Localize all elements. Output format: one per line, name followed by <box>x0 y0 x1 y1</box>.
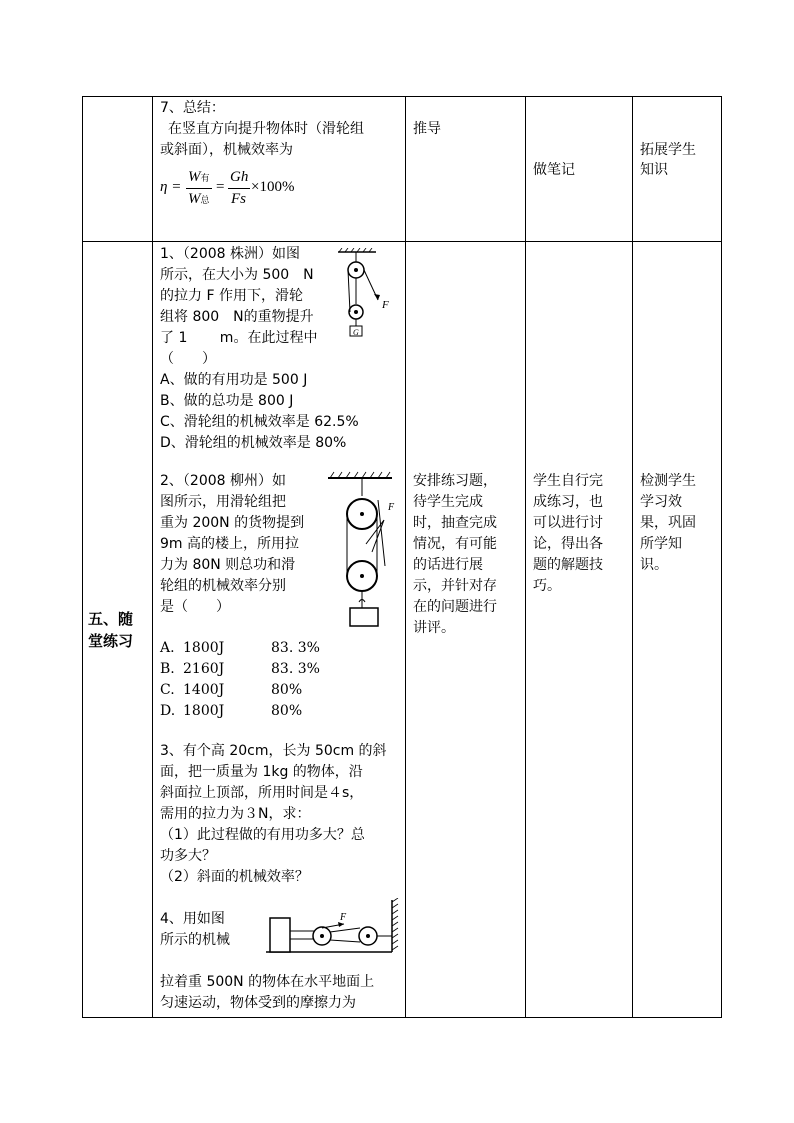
student-activity-2: 成练习，也 <box>533 494 603 510</box>
q1-option: B、做的总功是 800 J <box>160 393 294 409</box>
q3-line: 面，把一质量为 1kg 的物体，沿 <box>160 764 363 780</box>
teacher-activity-2: 情况，有可能 <box>413 536 497 552</box>
student-activity-2: 论，得出各 <box>533 536 603 552</box>
section-title: 堂练习 <box>88 632 134 650</box>
teacher-activity-2: 安排练习题， <box>413 473 497 489</box>
formula-sub-useful: 有 <box>200 173 210 183</box>
q2-line: 是（ ） <box>160 599 230 615</box>
design-intent-1: 知识 <box>640 162 668 178</box>
q1-option: A、做的有用功是 500 J <box>160 372 308 388</box>
student-activity-1: 做笔记 <box>533 162 575 178</box>
design-intent-2: 果，巩固 <box>640 515 696 531</box>
q1-line: （ ） <box>160 351 216 367</box>
formula-denominator-1: W <box>188 191 201 207</box>
summary-title: 7、总结： <box>160 100 225 116</box>
formula-lhs: η = <box>160 179 182 195</box>
table-border-right <box>721 96 722 1018</box>
teacher-activity-2: 的话进行展 <box>413 557 483 573</box>
q2-pulley-figure <box>322 470 396 630</box>
q1-line: 了 1 m。在此过程中 <box>160 330 318 346</box>
summary-line: 或斜面），机械效率为 <box>160 142 293 158</box>
teacher-activity-2: 讲评。 <box>413 620 455 636</box>
design-intent-2: 学习效 <box>640 494 682 510</box>
summary-line: 在竖直方向提升物体时（滑轮组 <box>168 121 364 137</box>
q1-line: 组将 800 N的重物提升 <box>160 309 314 325</box>
table-col-divider-4 <box>632 96 633 1018</box>
teacher-activity-1: 推导 <box>413 121 441 137</box>
q1-line: 的拉力 F 作用下，滑轮 <box>160 288 303 304</box>
teacher-activity-2: 在的问题进行 <box>413 599 497 615</box>
q1-option: D、滑轮组的机械效率是 80% <box>160 435 347 451</box>
teacher-activity-2: 示，并针对存 <box>413 578 497 594</box>
design-intent-2: 识。 <box>640 557 668 573</box>
student-activity-2: 题的解题技 <box>533 557 603 573</box>
table-border-left <box>82 96 83 1018</box>
q1-pulley-figure <box>334 248 396 340</box>
formula-numerator-1: W <box>188 169 201 185</box>
fig-force-label: F <box>340 912 347 923</box>
table-border-top <box>82 96 722 97</box>
q3-line: 需用的拉力为３N，求： <box>160 806 311 822</box>
formula-numerator-2: Gh <box>230 169 249 185</box>
q1-option: C、滑轮组的机械效率是 62.5% <box>160 414 359 430</box>
design-intent-2: 所学知 <box>640 536 682 552</box>
q2-line: 9m 高的楼上，所用拉 <box>160 536 299 552</box>
q2-line: 图所示，用滑轮组把 <box>160 494 286 510</box>
q2-line: 轮组的机械效率分别 <box>160 578 286 594</box>
formula-tail: ×100% <box>251 179 295 195</box>
q4-line: 所示的机械 <box>160 932 230 948</box>
teacher-activity-2: 待学生完成 <box>413 494 483 510</box>
section-title: 五、随 <box>88 610 134 628</box>
q3-line: 功多大？ <box>160 848 216 864</box>
q4-line: 匀速运动，物体受到的摩擦力为 <box>160 995 356 1011</box>
formula-equals: = <box>216 179 225 195</box>
q3-line: 斜面拉上顶部，所用时间是４s， <box>160 785 364 801</box>
table-col-divider-2 <box>405 96 406 1018</box>
q3-line: （2）斜面的机械效率？ <box>160 869 309 885</box>
table-row-divider <box>82 241 722 242</box>
fig-weight-label: G <box>353 328 359 337</box>
student-activity-2: 巧。 <box>533 578 561 594</box>
table-border-bottom <box>82 1017 722 1018</box>
formula-denominator-2: Fs <box>231 191 246 207</box>
design-intent-1: 拓展学生 <box>640 142 696 158</box>
student-activity-2: 学生自行完 <box>533 473 603 489</box>
q2-line: 力为 80N 则总功和滑 <box>160 557 296 573</box>
q4-line: 4、用如图 <box>160 911 225 927</box>
q3-line: 3、有个高 20cm，长为 50cm 的斜 <box>160 743 387 759</box>
teacher-activity-2: 时，抽查完成 <box>413 515 497 531</box>
fig-force-label: F <box>388 502 395 513</box>
q4-line: 拉着重 500N 的物体在水平地面上 <box>160 974 375 990</box>
q4-pulley-figure <box>264 898 402 956</box>
q1-line: 所示，在大小为 500 N <box>160 267 314 283</box>
q2-line: 重为 200N 的货物提到 <box>160 515 305 531</box>
design-intent-2: 检测学生 <box>640 473 696 489</box>
q1-line: 1、（2008 株洲）如图 <box>160 246 300 262</box>
fig-force-label: F <box>382 299 389 311</box>
table-col-divider-1 <box>152 96 153 1018</box>
q3-line: （1）此过程做的有用功多大？总 <box>160 827 365 843</box>
q2-line: 2、（2008 柳州）如 <box>160 473 286 489</box>
student-activity-2: 可以进行讨 <box>533 515 603 531</box>
formula-sub-total: 总 <box>200 195 210 205</box>
table-col-divider-3 <box>525 96 526 1018</box>
